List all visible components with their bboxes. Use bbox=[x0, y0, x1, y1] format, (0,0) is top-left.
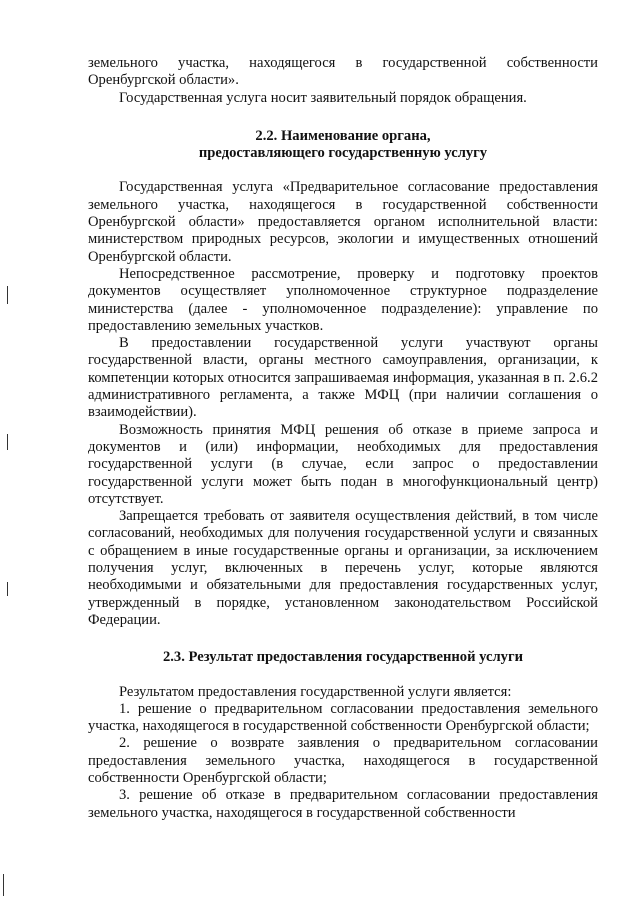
section-2-2-paragraph: Запрещается требовать от заявителя осуществления действий, в том числе согласований, необходимых для получения государственной услуги и связанных с обращением в иные государственные органы и организации, за исключением получения услуг, включенных в перечень услуг, которые являются необходимыми и обязательными для предоставления государственных услуг, утвержденный в порядке, установленном законодательством Российской Федерации. bbox=[88, 508, 598, 628]
paragraph-order-of-request: Государственная услуга носит заявительный порядок обращения. bbox=[119, 89, 527, 106]
document-page bbox=[88, 55, 598, 822]
result-list-item: 2. решение о возврате заявления о предварительном согласовании предоставления земельного участка, находящегося в государственной собственности Оренбургской области; bbox=[88, 735, 598, 786]
scan-artifact bbox=[7, 582, 8, 596]
section-2-2-paragraph: В предоставлении государственной услуги участвуют органы государственной власти, органы местного самоуправления, организации, к компетенции которых относится запрашиваемая информация, указанная в п. 2.6.2 административного регламента, а также МФЦ (при наличии соглашения о взаимодействии). bbox=[88, 335, 598, 421]
section-2-3-paragraph: Результатом предоставления государственной услуги является: bbox=[119, 683, 512, 700]
scan-artifact bbox=[7, 286, 8, 304]
paragraph-continuation: земельного участка, находящегося в государственной собственности Оренбургской области». bbox=[88, 55, 598, 89]
result-list-item: 3. решение об отказе в предварительном согласовании предоставления земельного участка, находящегося в государственной собственности bbox=[88, 787, 598, 821]
section-2-2-heading-line2: предоставляющего государственную услугу bbox=[198, 145, 488, 162]
result-list-item: 1. решение о предварительном согласовании предоставления земельного участка, находящегося в государственной собственности Оренбургской области; bbox=[88, 700, 598, 735]
section-2-3-heading: 2.3. Результат предоставления государственной услуги bbox=[162, 649, 524, 666]
section-2-2-heading-line1: 2.2. Наименование органа, bbox=[255, 127, 431, 144]
section-2-2-paragraph: Государственная услуга «Предварительное согласование предоставления земельного участка, находящегося в государственной собственности Оренбургской области» предоставляется органом исполнительной власти: министерством природных ресурсов, экологии и имущественных отношений Оренбургской области. bbox=[88, 179, 598, 265]
section-2-2-paragraph: Непосредственное рассмотрение, проверку и подготовку проектов документов осуществляет уполномоченное структурное подразделение министерства (далее - уполномоченное подразделение): управление по предоставлению земельных участков. bbox=[88, 265, 598, 334]
section-2-2-paragraph: Возможность принятия МФЦ решения об отказе в приеме запроса и документов и (или) информации, необходимых для предоставления государственной услуги (в случае, если запрос о предоставлении государственной услуги может быть подан в многофункциональный центр) отсутствует. bbox=[88, 421, 598, 507]
scan-artifact bbox=[7, 434, 8, 450]
scan-artifact bbox=[3, 874, 4, 896]
